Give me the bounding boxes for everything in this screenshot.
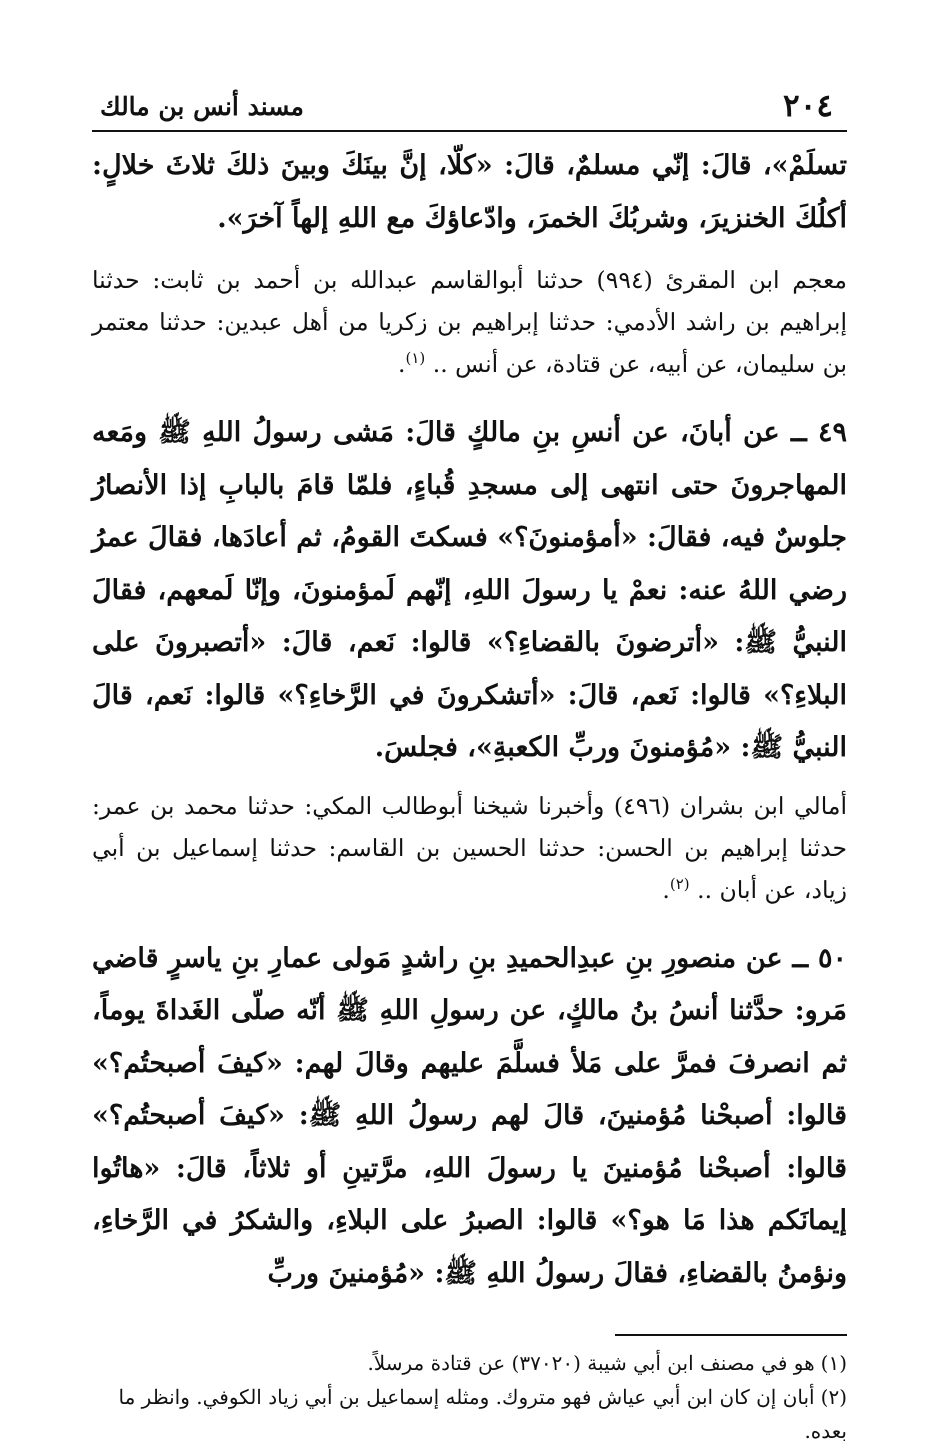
hadith-text: عن أبانَ، عن أنسِ بنِ مالكٍ قالَ: مَشى رسولُ اللهِ ﷺ ومَعه المهاجرونَ حتى انتهى إلى مسجدِ قُباءٍ، فلمّا قامَ بالبابِ إذا الأنصارُ جلوسٌ فيه، فقالَ: «أمؤمنونَ؟» فسكتَ القومُ، ثم أعادَها، فقالَ عمرُ رضي اللهُ عنه: نعمْ يا رسولَ اللهِ، إنّهم لَمؤمنونَ، وإنّا لَمعهم، فقالَ النبيُّ ﷺ: «أترضونَ بالقضاءِ؟» قالوا: نَعم، قالَ: «أتصبرونَ على البلاءِ؟» قالوا: نَعم، قالَ: «أتشكرونَ في الرَّخاءِ؟» قالوا: نَعم، قالَ النبيُّ ﷺ: «مُؤمنونَ وربِّ الكعبةِ»، فجلسَ.	[92, 417, 847, 763]
source-citation	[92, 785, 847, 911]
hadith-50	[92, 933, 847, 1301]
page-header	[92, 84, 847, 132]
book-page	[92, 84, 847, 1448]
page-number: ٢٠٤	[783, 88, 833, 124]
footnote-mark: (١)	[820, 1351, 847, 1375]
hadith-number: ٤٩ ــ	[790, 417, 847, 448]
footnote-text: أبان إن كان ابن أبي عياش فهو متروك. ومثله إسماعيل بن أبي زياد الكوفي. وانظر ما بعده.	[118, 1385, 847, 1443]
footnote-mark: (٢)	[820, 1385, 847, 1409]
citation-text: أمالي ابن بشران (٤٩٦) وأخبرنا شيخنا أبوطالب المكي: حدثنا محمد بن عمر: حدثنا إبراهيم بن الحسن: حدثنا الحسين بن القاسم: حدثنا إسماعيل بن أبي زياد، عن أبان ..	[92, 791, 847, 904]
source-citation	[92, 259, 847, 385]
footnote-separator	[615, 1334, 847, 1336]
hadith-text: تسلَمْ»، قالَ: إنّي مسلمٌ، قالَ: «كلّا، إنَّ بينَكَ وبينَ ذلكَ ثلاثَ خلالٍ: أكلُكَ الخنزيرَ، وشربُكَ الخمرَ، وادّعاؤكَ مع اللهِ إلهاً آخرَ».	[92, 150, 847, 234]
citation-end: .	[398, 350, 406, 378]
footnote-reference: (٢)	[669, 874, 690, 893]
citation-text: معجم ابن المقرئ (٩٩٤) حدثنا أبوالقاسم عبدالله بن أحمد بن ثابت: حدثنا إبراهيم بن راشد الأدمي: حدثنا إبراهيم بن زكريا من أهل عبدين: حدثنا معتمر بن سليمان، عن أبيه، عن قتادة، عن أنس ..	[92, 266, 847, 378]
footnotes	[92, 1346, 847, 1448]
running-title: مسند أنس بن مالك	[100, 92, 304, 121]
hadith-49	[92, 407, 847, 775]
footnote-text: هو في مصنف ابن أبي شيبة (٣٧٠٢٠) عن قتادة مرسلاً.	[367, 1351, 815, 1375]
hadith-text: عن منصورِ بنِ عبدِالحميدِ بنِ راشدٍ مَولى عمارِ بنِ ياسرٍ قاضي مَرو: حدَّثنا أنسُ بنُ مالكٍ، عن رسولِ اللهِ ﷺ أنّه صلّى الغَداةَ يوماً، ثم انصرفَ فمرَّ على مَلأ فسلَّمَ عليهم وقالَ لهم: «كيفَ أصبحتُم؟» قالوا: أصبحْنا مُؤمنينَ، قالَ لهم رسولُ اللهِ ﷺ: «كيفَ أصبحتُم؟» قالوا: أصبحْنا مُؤمنينَ يا رسولَ اللهِ، مرَّتينِ أو ثلاثاً، قالَ: «هاتُوا إيمانَكم هذا مَا هو؟» قالوا: الصبرُ على البلاءِ، والشكرُ في الرَّخاءِ، ونؤمنُ بالقضاءِ، فقالَ رسولُ اللهِ ﷺ: «مُؤمنينَ وربِّ	[92, 942, 847, 1289]
citation-end: .	[662, 875, 670, 904]
hadith-number: ٥٠ ــ	[792, 942, 847, 974]
footnote-reference: (١)	[405, 349, 426, 368]
footnote	[92, 1380, 847, 1448]
hadith-continuation	[92, 140, 847, 245]
footnote	[92, 1346, 847, 1380]
